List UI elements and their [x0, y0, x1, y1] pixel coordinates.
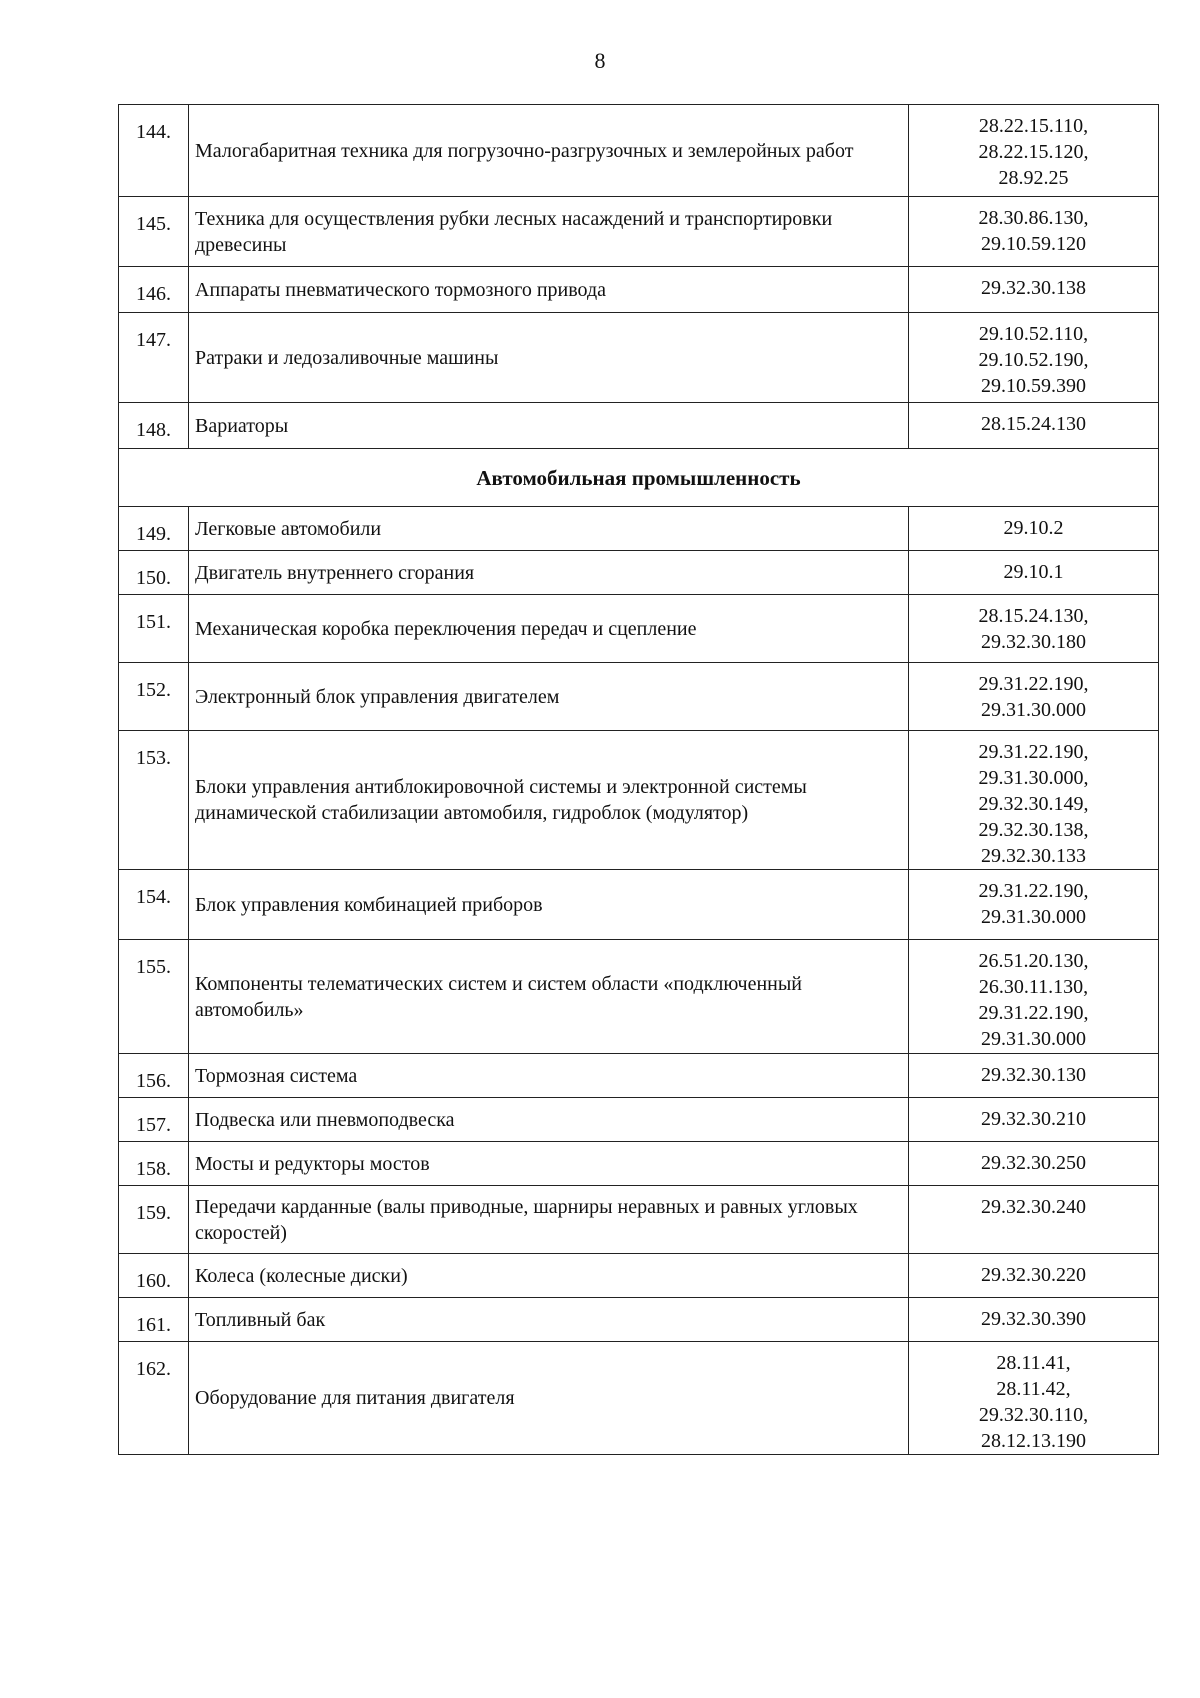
product-name: Оборудование для питания двигателя: [189, 1342, 909, 1455]
okpd-code: 29.10.52.110, 29.10.52.190, 29.10.59.390: [909, 313, 1159, 403]
okpd-code: 29.10.2: [909, 507, 1159, 551]
product-name: Вариаторы: [189, 403, 909, 449]
table-row: [119, 197, 1159, 267]
okpd-code: 28.11.41, 28.11.42, 29.32.30.110, 28.12.13.190: [909, 1342, 1159, 1455]
row-number: 146.: [119, 267, 189, 313]
table-row: [119, 105, 1159, 197]
table-row: [119, 1142, 1159, 1186]
okpd-code: 29.32.30.240: [909, 1186, 1159, 1254]
product-name: Двигатель внутреннего сгорания: [189, 551, 909, 595]
okpd-code: 28.22.15.110, 28.22.15.120, 28.92.25: [909, 105, 1159, 197]
okpd-code: 29.32.30.130: [909, 1054, 1159, 1098]
product-code-table: [118, 104, 1159, 1455]
table-row: [119, 1098, 1159, 1142]
row-number: 147.: [119, 313, 189, 403]
row-number: 148.: [119, 403, 189, 449]
table-body-top: [119, 105, 1159, 449]
page-number: 8: [594, 48, 606, 73]
table-row: [119, 1342, 1159, 1455]
okpd-code: 29.32.30.210: [909, 1098, 1159, 1142]
product-name: Мосты и редукторы мостов: [189, 1142, 909, 1186]
row-number: 161.: [119, 1298, 189, 1342]
product-name: Электронный блок управления двигателем: [189, 663, 909, 731]
row-number: 154.: [119, 870, 189, 940]
product-name: Механическая коробка переключения передач и сцепление: [189, 595, 909, 663]
row-number: 144.: [119, 105, 189, 197]
row-number: 145.: [119, 197, 189, 267]
row-number: 158.: [119, 1142, 189, 1186]
table-row: [119, 1298, 1159, 1342]
table-row: [119, 267, 1159, 313]
section-row: [119, 449, 1159, 507]
product-name: Подвеска или пневмоподвеска: [189, 1098, 909, 1142]
row-number: 159.: [119, 1186, 189, 1254]
row-number: 152.: [119, 663, 189, 731]
table-row: [119, 313, 1159, 403]
row-number: 150.: [119, 551, 189, 595]
table-row: [119, 1186, 1159, 1254]
product-name: Тормозная система: [189, 1054, 909, 1098]
okpd-code: 28.15.24.130, 29.32.30.180: [909, 595, 1159, 663]
row-number: 149.: [119, 507, 189, 551]
okpd-code: 28.30.86.130, 29.10.59.120: [909, 197, 1159, 267]
table-row: [119, 507, 1159, 551]
product-name: Компоненты телематических систем и систем области «подключенный автомобиль»: [189, 940, 909, 1054]
product-name: Топливный бак: [189, 1298, 909, 1342]
product-name: Блок управления комбинацией приборов: [189, 870, 909, 940]
row-number: 153.: [119, 731, 189, 870]
row-number: 151.: [119, 595, 189, 663]
section-title: Автомобильная промышленность: [119, 449, 1159, 507]
okpd-code: 29.31.22.190, 29.31.30.000, 29.32.30.149, 29.32.30.138, 29.32.30.133: [909, 731, 1159, 870]
product-name: Ратраки и ледозаливочные машины: [189, 313, 909, 403]
okpd-code: 29.31.22.190, 29.31.30.000: [909, 870, 1159, 940]
row-number: 160.: [119, 1254, 189, 1298]
product-name: Передачи карданные (валы приводные, шарниры неравных и равных угловых скоростей): [189, 1186, 909, 1254]
table-row: [119, 595, 1159, 663]
product-name: Блоки управления антиблокировочной системы и электронной системы динамической стабилизации автомобиля, гидроблок (модулятор): [189, 731, 909, 870]
product-name: Легковые автомобили: [189, 507, 909, 551]
product-name: Колеса (колесные диски): [189, 1254, 909, 1298]
okpd-code: 28.15.24.130: [909, 403, 1159, 449]
table-row: [119, 940, 1159, 1054]
row-number: 156.: [119, 1054, 189, 1098]
table-row: [119, 731, 1159, 870]
row-number: 155.: [119, 940, 189, 1054]
row-number: 162.: [119, 1342, 189, 1455]
table-row: [119, 1254, 1159, 1298]
okpd-code: 29.32.30.220: [909, 1254, 1159, 1298]
table-row: [119, 551, 1159, 595]
okpd-code: 29.32.30.138: [909, 267, 1159, 313]
table-row: [119, 1054, 1159, 1098]
product-name: Малогабаритная техника для погрузочно-разгрузочных и землеройных работ: [189, 105, 909, 197]
table-row: [119, 403, 1159, 449]
table-row: [119, 663, 1159, 731]
okpd-code: 29.32.30.250: [909, 1142, 1159, 1186]
okpd-code: 29.32.30.390: [909, 1298, 1159, 1342]
okpd-code: 26.51.20.130, 26.30.11.130, 29.31.22.190, 29.31.30.000: [909, 940, 1159, 1054]
table-row: [119, 870, 1159, 940]
section-group: [119, 449, 1159, 507]
product-name: Аппараты пневматического тормозного привода: [189, 267, 909, 313]
okpd-code: 29.31.22.190, 29.31.30.000: [909, 663, 1159, 731]
product-name: Техника для осуществления рубки лесных насаждений и транспортировки древесины: [189, 197, 909, 267]
row-number: 157.: [119, 1098, 189, 1142]
okpd-code: 29.10.1: [909, 551, 1159, 595]
table-body-bottom: [119, 507, 1159, 1455]
